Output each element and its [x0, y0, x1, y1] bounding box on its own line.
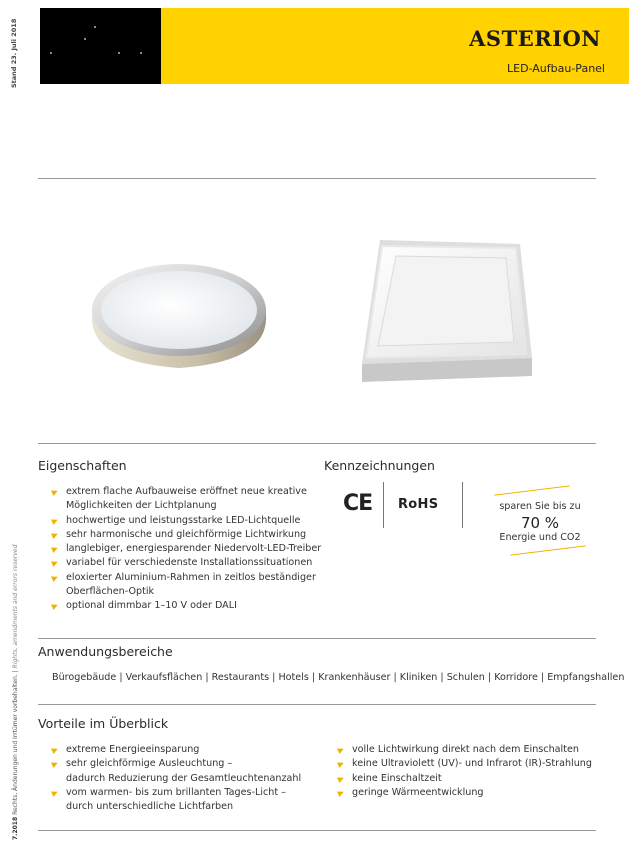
list-item: dadurch Reduzierung der Gesamtleuchtenanzahl	[66, 772, 302, 784]
list-item: extrem flache Aufbauweise eröffnet neue kreative	[52, 485, 322, 499]
list-item: durch unterschiedliche Lichtfarben	[66, 801, 234, 813]
features-heading: Eigenschaften	[38, 458, 127, 473]
brand-logo	[40, 8, 161, 84]
list-item: volle Lichtwirkung direkt nach dem Einschalten	[338, 743, 596, 757]
product-subtitle: LED-Aufbau-Panel	[507, 62, 605, 75]
side-legal	[12, 540, 26, 840]
header	[40, 8, 629, 84]
list-item: sehr harmonische und gleichförmige Lichtwirkung	[52, 528, 322, 542]
divider-top	[38, 178, 596, 179]
benefits-list-left	[52, 743, 332, 814]
list-item: optional dimmbar 1–10 V oder DALI	[52, 599, 322, 613]
ce-mark: CE	[343, 491, 373, 516]
divider-benefits	[38, 704, 596, 705]
side-date	[10, 8, 24, 88]
applications-text: Bürogebäude | Verkaufsflächen | Restaurants | Hotels | Krankenhäuser | Kliniken | Schulen | Korridore | Empfangshallen	[52, 672, 625, 683]
list-item: keine Ultraviolett (UV)- und Infrarot (IR)-Strahlung	[338, 757, 596, 771]
divider-features	[38, 443, 596, 444]
rights-de: Rechts, Änderungen und Irrtümer vorbehalten. |	[12, 668, 19, 817]
header-band	[161, 8, 629, 84]
benefits-list-right	[338, 743, 596, 800]
list-item: geringe Wärmeentwicklung	[338, 786, 596, 800]
rights-en: Rights, amendments and errors reserved	[12, 544, 19, 669]
list-item: keine Einschaltzeit	[338, 772, 596, 786]
list-item: vom warmen- bis zum brillanten Tages-Licht –	[52, 786, 332, 800]
list-item: variabel für verschiedenste Installationssituationen	[52, 556, 322, 570]
savings-percent: 70 %	[520, 514, 560, 532]
list-item: Oberflächen-Optik	[66, 586, 155, 598]
benefits-heading: Vorteile im Überblick	[38, 716, 169, 731]
legal-text	[12, 540, 19, 840]
list-item: Möglichkeiten der Lichtplanung	[66, 500, 217, 512]
doc-code: 7.2018	[12, 816, 19, 840]
list-item: hochwertige und leistungsstarke LED-Lichtquelle	[52, 514, 322, 528]
applications-heading: Anwendungsbereiche	[38, 644, 173, 659]
divider-bottom	[38, 830, 596, 831]
savings-subject: Energie und CO2	[499, 532, 581, 543]
square-panel-image	[356, 238, 534, 384]
list-item: langlebiger, energiesparender Niedervolt-LED-Treiber	[52, 542, 322, 556]
list-item: extreme Energieeinsparung	[52, 743, 332, 757]
round-panel-image	[88, 262, 270, 370]
divider-applications	[38, 638, 596, 639]
product-title: ASTERION	[469, 26, 601, 51]
accent-line	[510, 545, 586, 555]
mark-separator	[462, 482, 463, 528]
stand-date: Stand 23. Juli 2018	[10, 18, 18, 88]
savings-label: sparen Sie bis zu	[499, 501, 581, 512]
savings-box	[488, 482, 592, 557]
mark-separator	[383, 482, 384, 528]
marks-heading: Kennzeichnungen	[324, 458, 435, 473]
features-list	[52, 485, 322, 614]
rohs-mark: RoHS	[398, 497, 439, 512]
list-item: sehr gleichförmige Ausleuchtung –	[52, 757, 332, 771]
list-item: eloxierter Aluminium-Rahmen in zeitlos beständiger	[52, 571, 322, 585]
accent-line	[494, 485, 570, 495]
